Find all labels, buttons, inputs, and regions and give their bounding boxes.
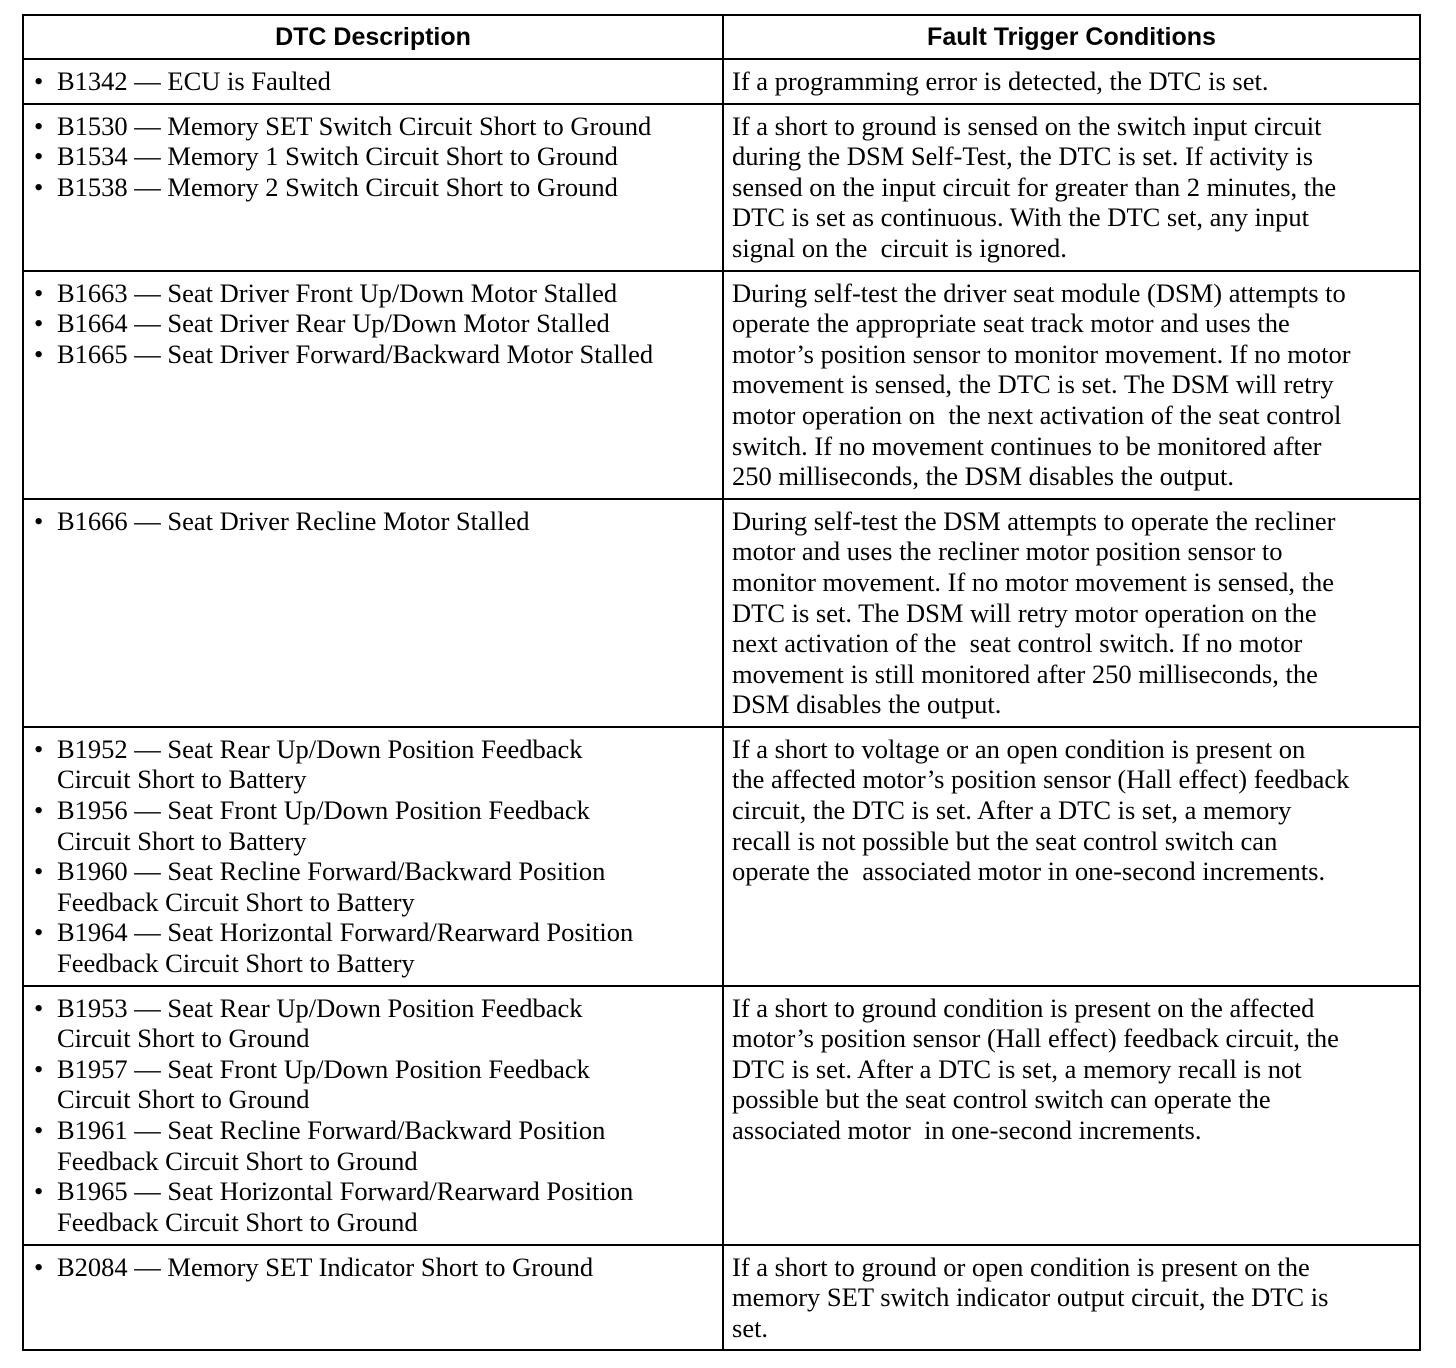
dtc-list-item — [32, 111, 714, 142]
condition-text-line: monitor movement. If no motor movement is sensed, the — [732, 566, 1335, 597]
condition-text-line: DSM disables the output. — [732, 689, 1002, 720]
bullet-icon: • — [34, 1176, 44, 1207]
dtc-text-line: B1961 — Seat Recline Forward/Backward Position — [57, 1115, 606, 1145]
condition-text-line: motor operation on the next activation of the seat control — [732, 399, 1342, 430]
dtc-list-item — [32, 1054, 714, 1115]
table-row — [23, 499, 1420, 727]
bullet-icon: • — [34, 917, 44, 948]
dtc-list-item — [32, 1115, 714, 1176]
dtc-list-item — [32, 66, 714, 97]
dtc-description-cell — [23, 271, 723, 499]
bullet-icon: • — [34, 856, 44, 887]
dtc-text-line: B1538 — Memory 2 Switch Circuit Short to Ground — [57, 171, 618, 202]
dtc-list-item — [32, 278, 714, 309]
dtc-list-item — [32, 1176, 714, 1237]
dtc-text-line: B1956 — Seat Front Up/Down Position Feedback — [57, 795, 590, 826]
condition-text-line: motor and uses the recliner motor position sensor to — [732, 536, 1283, 567]
condition-text-line: possible but the seat control switch can operate the — [732, 1084, 1271, 1115]
condition-text-line: during the DSM Self-Test, the DTC is set. If activity is — [732, 141, 1314, 172]
condition-text-line: motor’s position sensor (Hall effect) feedback circuit, the — [732, 1023, 1339, 1054]
dtc-description-cell — [23, 499, 723, 727]
bullet-icon: • — [34, 992, 44, 1023]
fault-conditions-cell — [723, 59, 1420, 104]
condition-text-line: switch. If no movement continues to be monitored after — [732, 430, 1322, 461]
dtc-text-line: B1665 — Seat Driver Forward/Backward Motor Stalled — [57, 338, 654, 369]
condition-text-line: During self-test the DSM attempts to operate the recliner — [732, 505, 1336, 536]
bullet-icon: • — [34, 505, 44, 536]
table-row — [23, 271, 1420, 499]
dtc-text-line: B1965 — Seat Horizontal Forward/Rearward Position — [57, 1176, 634, 1207]
dtc-text-line: Circuit Short to Battery — [57, 825, 307, 856]
fault-conditions-cell — [723, 1245, 1420, 1351]
dtc-list-item — [32, 795, 714, 856]
header-dtc-description: DTC Description — [23, 15, 723, 59]
bullet-icon: • — [34, 66, 44, 96]
dtc-text-line: B1530 — Memory SET Switch Circuit Short to Ground — [57, 110, 652, 141]
condition-text-line: If a short to ground is sensed on the switch input circuit — [732, 110, 1322, 141]
condition-text-line: DTC is set as continuous. With the DTC set, any input — [732, 202, 1309, 233]
bullet-icon: • — [34, 1053, 44, 1084]
dtc-text-line: B1952 — Seat Rear Up/Down Position Feedback — [57, 733, 583, 764]
dtc-text-line: Feedback Circuit Short to Battery — [57, 948, 415, 979]
dtc-text-line: B2084 — Memory SET Indicator Short to Ground — [57, 1251, 594, 1282]
condition-text-line: associated motor in one-second increments. — [732, 1115, 1202, 1145]
dtc-text-line: B1960 — Seat Recline Forward/Backward Position — [57, 856, 606, 887]
fault-conditions-cell — [723, 727, 1420, 986]
dtc-list-item — [32, 734, 714, 795]
dtc-list-item — [32, 141, 714, 172]
bullet-icon: • — [34, 141, 44, 172]
condition-text-line: operate the appropriate seat track motor and uses the — [732, 308, 1290, 339]
table-row — [23, 727, 1420, 986]
dtc-list-item — [32, 308, 714, 339]
table-row — [23, 104, 1420, 271]
dtc-description-cell — [23, 104, 723, 271]
bullet-icon: • — [34, 795, 44, 826]
condition-text-line: circuit, the DTC is set. After a DTC is set, a memory — [732, 795, 1292, 826]
condition-text-line: 250 milliseconds, the DSM disables the output. — [732, 461, 1234, 492]
dtc-text-line: Feedback Circuit Short to Ground — [57, 1206, 418, 1237]
condition-text-line: operate the associated motor in one-second increments. — [732, 856, 1326, 887]
header-row — [23, 15, 1420, 59]
dtc-text-line: B1964 — Seat Horizontal Forward/Rearward Position — [57, 917, 634, 948]
dtc-description-cell — [23, 59, 723, 104]
condition-text-line: movement is sensed, the DTC is set. The DSM will retry — [732, 369, 1334, 400]
dtc-list-item — [32, 993, 714, 1054]
fault-conditions-cell — [723, 271, 1420, 499]
dtc-list-item — [32, 339, 714, 370]
condition-text-line: DTC is set. After a DTC is set, a memory recall is not — [732, 1053, 1302, 1084]
dtc-text-line: B1957 — Seat Front Up/Down Position Feedback — [57, 1053, 590, 1084]
condition-text-line: If a short to ground condition is present on the affected — [732, 992, 1315, 1023]
fault-conditions-cell — [723, 499, 1420, 727]
dtc-table — [22, 14, 1421, 1351]
dtc-list-item — [32, 917, 714, 978]
fault-conditions-cell — [723, 986, 1420, 1245]
dtc-text-line: Feedback Circuit Short to Ground — [57, 1145, 418, 1176]
dtc-text-line: B1663 — Seat Driver Front Up/Down Motor Stalled — [57, 277, 618, 308]
condition-text-line: motor’s position sensor to monitor movement. If no motor — [732, 338, 1351, 369]
table-row — [23, 986, 1420, 1245]
condition-text-line: DTC is set. The DSM will retry motor operation on the — [732, 597, 1317, 628]
dtc-text-line: B1953 — Seat Rear Up/Down Position Feedback — [57, 992, 583, 1023]
bullet-icon: • — [34, 338, 44, 369]
condition-text-line: recall is not possible but the seat control switch can — [732, 825, 1278, 856]
dtc-description-cell — [23, 1245, 723, 1351]
condition-text-line: memory SET switch indicator output circuit, the DTC is — [732, 1282, 1329, 1313]
table-row — [23, 59, 1420, 104]
bullet-icon: • — [34, 1115, 44, 1145]
dtc-text-line: Feedback Circuit Short to Battery — [57, 886, 415, 917]
fault-conditions-cell — [723, 104, 1420, 271]
condition-text-line: signal on the circuit is ignored. — [732, 232, 1067, 263]
dtc-description-cell — [23, 727, 723, 986]
bullet-icon: • — [34, 171, 44, 202]
condition-text-line: movement is still monitored after 250 milliseconds, the — [732, 658, 1318, 689]
dtc-text-line: Circuit Short to Ground — [57, 1023, 310, 1054]
bullet-icon: • — [34, 1251, 44, 1282]
dtc-list-item — [32, 1252, 714, 1283]
condition-text-line: sensed on the input circuit for greater than 2 minutes, the — [732, 171, 1337, 202]
bullet-icon: • — [34, 277, 44, 308]
dtc-text-line: Circuit Short to Battery — [57, 764, 307, 795]
dtc-text-line: B1342 — ECU is Faulted — [57, 66, 331, 96]
dtc-text-line: B1666 — Seat Driver Recline Motor Stalled — [57, 505, 530, 536]
bullet-icon: • — [34, 308, 44, 339]
condition-text-line: set. — [732, 1312, 769, 1343]
header-fault-trigger-conditions: Fault Trigger Conditions — [723, 15, 1420, 59]
bullet-icon: • — [34, 733, 44, 764]
condition-text-line: next activation of the seat control switch. If no motor — [732, 628, 1303, 659]
condition-text-line: the affected motor’s position sensor (Hall effect) feedback — [732, 764, 1350, 795]
dtc-list-item — [32, 172, 714, 203]
condition-text-line: If a short to voltage or an open condition is present on — [732, 733, 1306, 764]
condition-text-line: If a programming error is detected, the DTC is set. — [732, 66, 1269, 96]
dtc-text-line: B1534 — Memory 1 Switch Circuit Short to Ground — [57, 141, 618, 172]
dtc-text-line: B1664 — Seat Driver Rear Up/Down Motor Stalled — [57, 308, 610, 339]
dtc-description-cell — [23, 986, 723, 1245]
condition-text-line: If a short to ground or open condition is present on the — [732, 1251, 1310, 1282]
table-row — [23, 1245, 1420, 1351]
bullet-icon: • — [34, 110, 44, 141]
dtc-text-line: Circuit Short to Ground — [57, 1084, 310, 1115]
condition-text-line: During self-test the driver seat module (DSM) attempts to — [732, 277, 1346, 308]
dtc-list-item — [32, 856, 714, 917]
dtc-list-item — [32, 506, 714, 537]
